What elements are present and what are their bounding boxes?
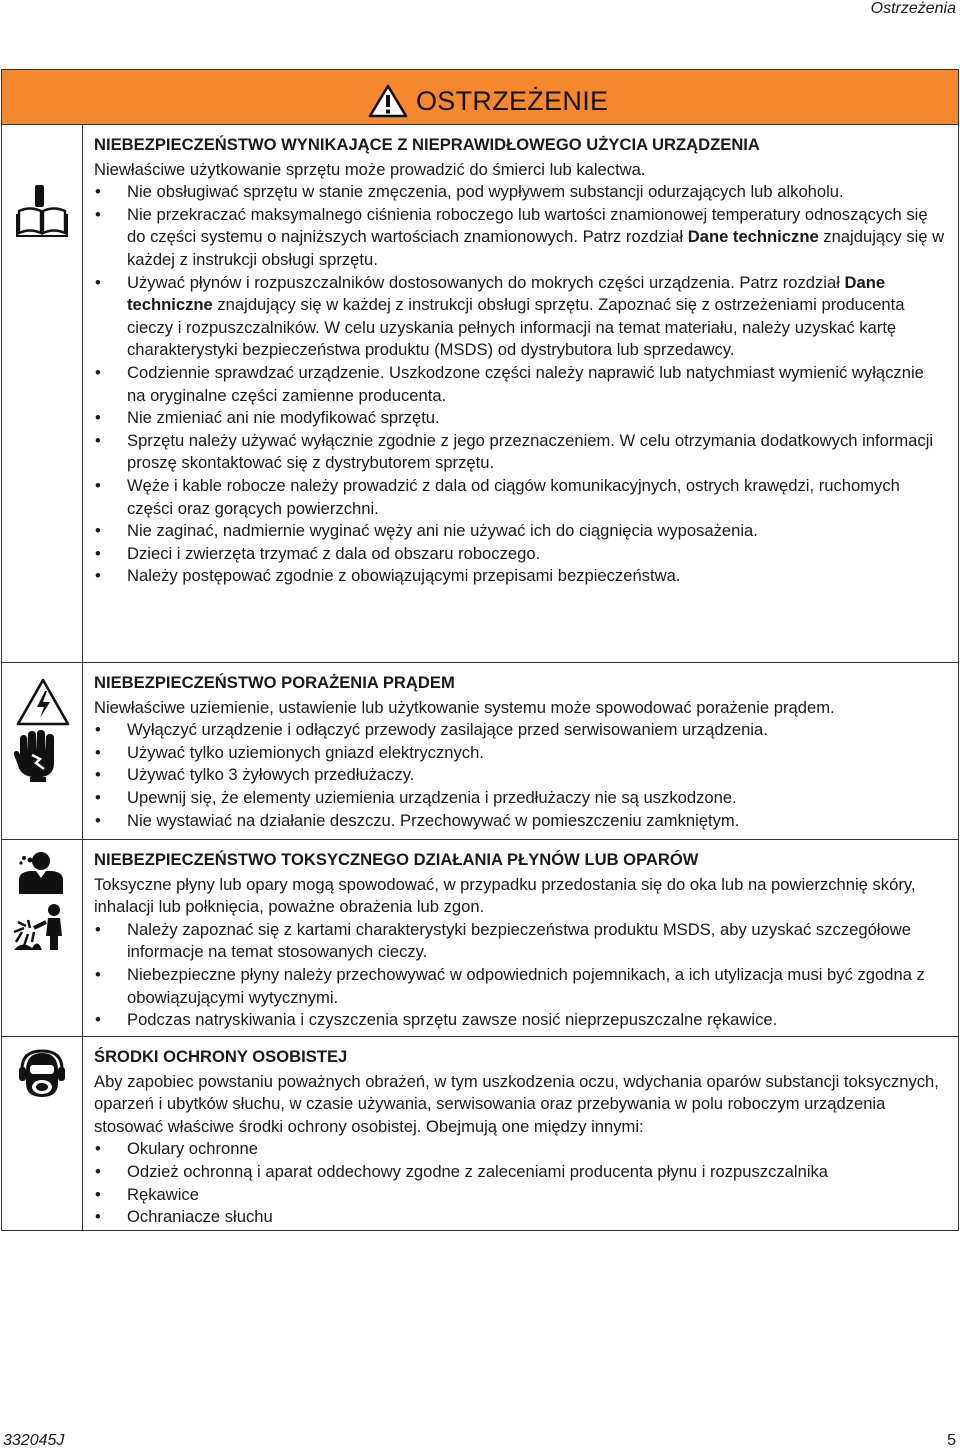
warning-title: OSTRZEŻENIE xyxy=(416,85,609,116)
list-item: • Okulary ochronne xyxy=(94,1138,946,1161)
manual-read-icon xyxy=(16,183,68,242)
warning-table xyxy=(1,69,959,1231)
list-item: • Nie obsługiwać sprzętu w stanie zmęczenia, pod wypływem substancji odurzających lub alkoholu. xyxy=(94,181,946,204)
section-title: NIEBEZPIECZEŃSTWO WYNIKAJĄCE Z NIEPRAWIDŁOWEGO UŻYCIA URZĄDZENIA xyxy=(94,135,760,154)
list-item: • Należy postępować zgodnie z obowiązującymi przepisami bezpieczeństwa. xyxy=(94,565,946,588)
list-item: • Rękawice xyxy=(94,1184,946,1207)
list-item: • Używać tylko uziemionych gniazd elektrycznych. xyxy=(94,742,946,765)
section-intro: Niewłaściwe użytkowanie sprzętu może prowadzić do śmierci lub kalectwa. xyxy=(94,159,646,179)
list-item: • Podczas natryskiwania i czyszczenia sprzętu zawsze nosić nieprzepuszczalne rękawice. xyxy=(94,1009,946,1032)
section-intro: Toksyczne płyny lub opary mogą spowodować, w przypadku przedostania się do oka lub na powierzchnię skóry, inhalacji lub połknięcia, poważne obrażenia lub zgon. xyxy=(94,874,916,917)
list-item: • Nie zaginać, nadmiernie wyginać węży ani nie używać ich do ciągnięcia wyposażenia. xyxy=(94,520,946,543)
electric-shock-triangle-icon xyxy=(15,677,71,732)
skin-splash-icon xyxy=(12,902,68,957)
list-item: • Sprzętu należy używać wyłącznie zgodnie z jego przeznaczeniem. W celu otrzymania dodatkowych informacji proszę skontaktować się z dystrybutorem sprzętu. xyxy=(94,430,946,475)
list-item: • Używać tylko 3 żyłowych przedłużaczy. xyxy=(94,764,946,787)
section-personal-protective-equipment xyxy=(2,1037,958,1230)
section-equipment-misuse xyxy=(2,125,958,663)
list-item: • Dzieci i zwierzęta trzymać z dala od obszaru roboczego. xyxy=(94,543,946,566)
section-toxic-fluids xyxy=(2,840,958,1037)
running-header: Ostrzeżenia xyxy=(870,0,956,17)
list-item: • Upewnij się, że elementy uziemienia urządzenia i przedłużaczy nie są uszkodzone. xyxy=(94,787,946,810)
page-number: 5 xyxy=(947,1432,956,1449)
list-item: • Wyłączyć urządzenie i odłączyć przewody zasilające przed serwisowaniem urządzenia. xyxy=(94,719,946,742)
list-item: • Nie zmieniać ani nie modyfikować sprzętu. xyxy=(94,407,946,430)
grounding-hand-icon xyxy=(12,729,62,788)
list-item: • Niebezpieczne płyny należy przechowywać w odpowiednich pojemnikach, a ich utylizacja musi być zgodna z obowiązującymi wytycznymi. xyxy=(94,964,946,1009)
list-item: • Nie przekraczać maksymalnego ciśnienia roboczego lub wartości znamionowej temperatury odnoszących się do części systemu o najniższych wartościach znamionowych. Patrz rozdział Dane techniczne znajdujący się w każdej z instrukcji obsługi sprzętu. xyxy=(94,204,946,272)
list-item: • Nie wystawiać na działanie deszczu. Przechowywać w pomieszczeniu zamkniętym. xyxy=(94,810,946,833)
list-item: • Używać płynów i rozpuszczalników dostosowanych do mokrych części urządzenia. Patrz rozdział Dane techniczne znajdujący się w każdej z instrukcji obsługi sprzętu. Zapoznać się z ostrzeżeniami producenta cieczy i rozpuszczalników. W celu uzyskania pełnych informacji na temat materiału, należy uzyskać kartę charakterystyki bezpieczeństwa produktu (MSDS) od dystrybutora lub sprzedawcy. xyxy=(94,272,946,362)
list-item: • Węże i kable robocze należy prowadzić z dala od ciągów komunikacyjnych, ostrych krawędzi, ruchomych części oraz gorących powierzchni. xyxy=(94,475,946,520)
warning-triangle-icon xyxy=(368,84,408,118)
section-title: ŚRODKI OCHRONY OSOBISTEJ xyxy=(94,1047,348,1066)
list-item: • Odzież ochronną i aparat oddechowy zgodne z zaleceniami producenta płynu i rozpuszczalnika xyxy=(94,1161,946,1184)
section-electric-shock xyxy=(2,663,958,840)
toxic-inhalation-icon xyxy=(16,850,66,901)
protective-equipment-icon xyxy=(18,1049,66,1106)
list-item: • Ochraniacze słuchu xyxy=(94,1206,946,1229)
section-intro: Aby zapobiec powstaniu poważnych obrażeń, w tym uszkodzenia oczu, wdychania oparów substancji toksycznych, oparzeń i ubytków słuchu, w czasie używania, serwisowania oraz przebywania w polu roboczym urządzenia stosować właściwe środki ochrony osobistej. Obejmują one między innymi: xyxy=(94,1071,939,1136)
list-item: • Należy zapoznać się z kartami charakterystyki bezpieczeństwa produktu MSDS, aby uzyskać szczegółowe informacje na temat stosowanych cieczy. xyxy=(94,919,946,964)
warning-banner xyxy=(2,70,958,125)
document-number: 332045J xyxy=(3,1432,65,1449)
section-title: NIEBEZPIECZEŃSTWO TOKSYCZNEGO DZIAŁANIA PŁYNÓW LUB OPARÓW xyxy=(94,850,699,869)
list-item: • Codziennie sprawdzać urządzenie. Uszkodzone części należy naprawić lub natychmiast wymienić wyłącznie na oryginalne części zamienne producenta. xyxy=(94,362,946,407)
section-title: NIEBEZPIECZEŃSTWO PORAŻENIA PRĄDEM xyxy=(94,673,455,692)
section-intro: Niewłaściwe uziemienie, ustawienie lub użytkowanie systemu może spowodować porażenie prądem. xyxy=(94,697,835,717)
